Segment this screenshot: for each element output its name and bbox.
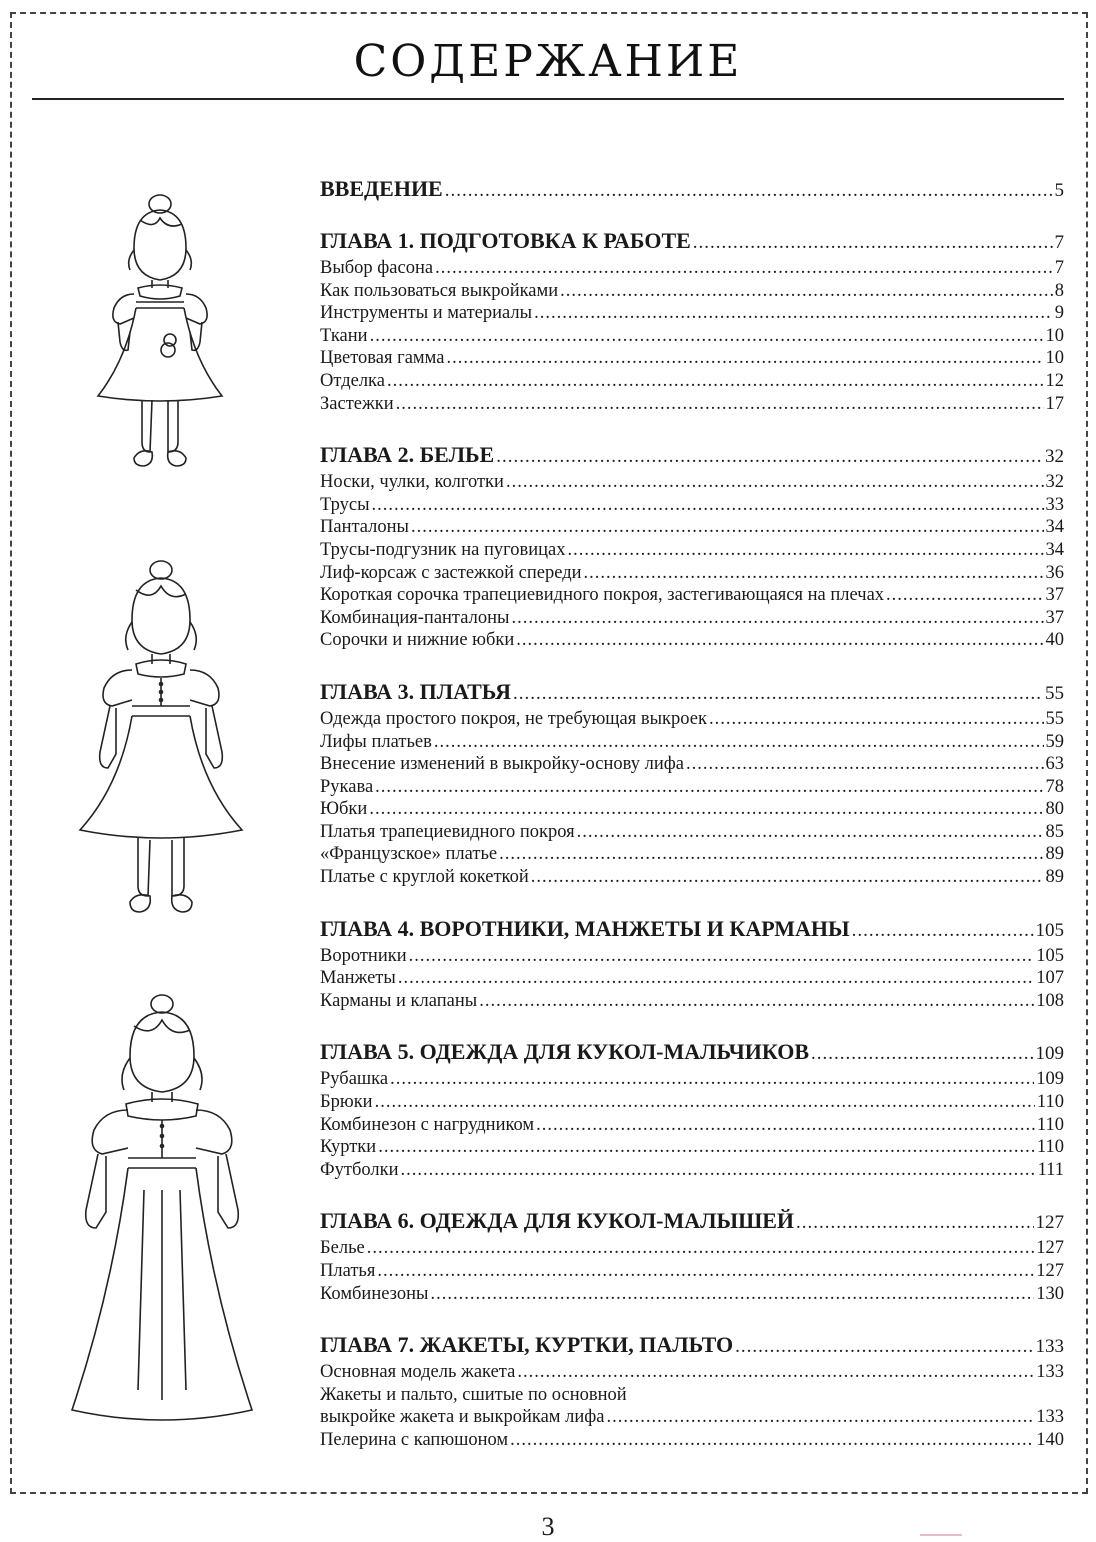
toc-chapters bbox=[320, 228, 1064, 1453]
decorative-mark bbox=[920, 1534, 962, 1536]
toc-item[interactable]: Куртки ..... 110 bbox=[320, 1137, 1064, 1160]
toc-item[interactable]: Комбинезон с нагрудником ..... 110 bbox=[320, 1115, 1064, 1138]
toc-item[interactable]: Трусы-подгузник на пуговицах ..... 34 bbox=[320, 540, 1064, 563]
table-of-contents bbox=[320, 176, 1064, 1453]
toc-item[interactable]: Воротники ..... 105 bbox=[320, 946, 1064, 969]
toc-chapter-heading[interactable]: ГЛАВА 2. БЕЛЬЕ ..... 32 bbox=[320, 442, 1064, 468]
toc-item[interactable]: Лиф-корсаж с застежкой спереди ..... 36 bbox=[320, 563, 1064, 586]
toc-item[interactable]: Короткая сорочка трапециевидного покроя, застегивающаяся на плечах ..... 37 bbox=[320, 585, 1064, 608]
toc-chapter-heading[interactable]: ГЛАВА 1. ПОДГОТОВКА К РАБОТЕ ..... 7 bbox=[320, 228, 1064, 254]
toc-item[interactable]: Инструменты и материалы ..... 9 bbox=[320, 303, 1064, 326]
toc-item[interactable]: Комбинезоны ..... 130 bbox=[320, 1284, 1064, 1307]
toc-item[interactable]: Основная модель жакета ..... 133 bbox=[320, 1362, 1064, 1385]
toc-item[interactable]: Жакеты и пальто, сшитые по основной bbox=[320, 1384, 627, 1405]
title-rule bbox=[32, 98, 1064, 100]
toc-chapter-heading[interactable]: ГЛАВА 6. ОДЕЖДА ДЛЯ КУКОЛ-МАЛЫШЕЙ ..... 127 bbox=[320, 1208, 1064, 1234]
doll-illustration-medium-dress bbox=[76, 556, 246, 926]
toc-item[interactable]: Комбинация-панталоны ..... 37 bbox=[320, 608, 1064, 631]
toc-chapter-heading[interactable]: ГЛАВА 5. ОДЕЖДА ДЛЯ КУКОЛ-МАЛЬЧИКОВ ..... 109 bbox=[320, 1039, 1064, 1065]
toc-item[interactable]: Внесение изменений в выкройку-основу лифа ..... 63 bbox=[320, 754, 1064, 777]
toc-item[interactable]: Панталоны ..... 34 bbox=[320, 517, 1064, 540]
toc-item[interactable]: Юбки ..... 80 bbox=[320, 799, 1064, 822]
toc-item[interactable]: Носки, чулки, колготки ..... 32 bbox=[320, 472, 1064, 495]
toc-item[interactable]: Пелерина с капюшоном ..... 140 bbox=[320, 1430, 1064, 1453]
toc-item[interactable]: Отделка ..... 12 bbox=[320, 371, 1064, 394]
toc-item[interactable]: Сорочки и нижние юбки ..... 40 bbox=[320, 630, 1064, 653]
doll-illustration-long-dress bbox=[54, 990, 270, 1440]
toc-item[interactable]: Цветовая гамма ..... 10 bbox=[320, 348, 1064, 371]
toc-item[interactable]: Застежки ..... 17 bbox=[320, 394, 1064, 417]
toc-item[interactable]: Манжеты ..... 107 bbox=[320, 968, 1064, 991]
doll-illustration-short-dress bbox=[90, 190, 230, 486]
toc-item[interactable]: Платья трапециевидного покроя ..... 85 bbox=[320, 822, 1064, 845]
toc-chapter-heading[interactable]: ГЛАВА 4. ВОРОТНИКИ, МАНЖЕТЫ И КАРМАНЫ ..... 105 bbox=[320, 916, 1064, 942]
toc-intro[interactable]: ВВЕДЕНИЕ ..... 5 bbox=[320, 176, 1064, 202]
toc-item[interactable]: Белье ..... 127 bbox=[320, 1238, 1064, 1261]
toc-item[interactable]: Платье с круглой кокеткой ..... 89 bbox=[320, 867, 1064, 890]
toc-item[interactable]: выкройке жакета и выкройкам лифа ..... 133 bbox=[320, 1407, 1064, 1430]
toc-item[interactable]: Одежда простого покроя, не требующая выкроек ..... 55 bbox=[320, 709, 1064, 732]
toc-item[interactable]: Ткани ..... 10 bbox=[320, 326, 1064, 349]
toc-item[interactable]: Трусы ..... 33 bbox=[320, 495, 1064, 518]
toc-item[interactable]: Лифы платьев ..... 59 bbox=[320, 732, 1064, 755]
page-number: 3 bbox=[541, 1512, 555, 1541]
toc-chapter-heading[interactable]: ГЛАВА 3. ПЛАТЬЯ ..... 55 bbox=[320, 679, 1064, 705]
toc-item[interactable]: Футболки ..... 111 bbox=[320, 1160, 1064, 1183]
page-title: СОДЕРЖАНИЕ bbox=[353, 36, 743, 87]
toc-chapter-heading[interactable]: ГЛАВА 7. ЖАКЕТЫ, КУРТКИ, ПАЛЬТО ..... 133 bbox=[320, 1332, 1064, 1358]
toc-item[interactable]: Выбор фасона ..... 7 bbox=[320, 258, 1064, 281]
toc-item[interactable]: Рубашка ..... 109 bbox=[320, 1069, 1064, 1092]
toc-item[interactable]: «Французское» платье ..... 89 bbox=[320, 844, 1064, 867]
toc-item[interactable]: Брюки ..... 110 bbox=[320, 1092, 1064, 1115]
toc-item[interactable]: Платья ..... 127 bbox=[320, 1261, 1064, 1284]
toc-item[interactable]: Как пользоваться выкройками ..... 8 bbox=[320, 281, 1064, 304]
toc-item[interactable]: Карманы и клапаны ..... 108 bbox=[320, 991, 1064, 1014]
toc-item[interactable]: Рукава ..... 78 bbox=[320, 777, 1064, 800]
